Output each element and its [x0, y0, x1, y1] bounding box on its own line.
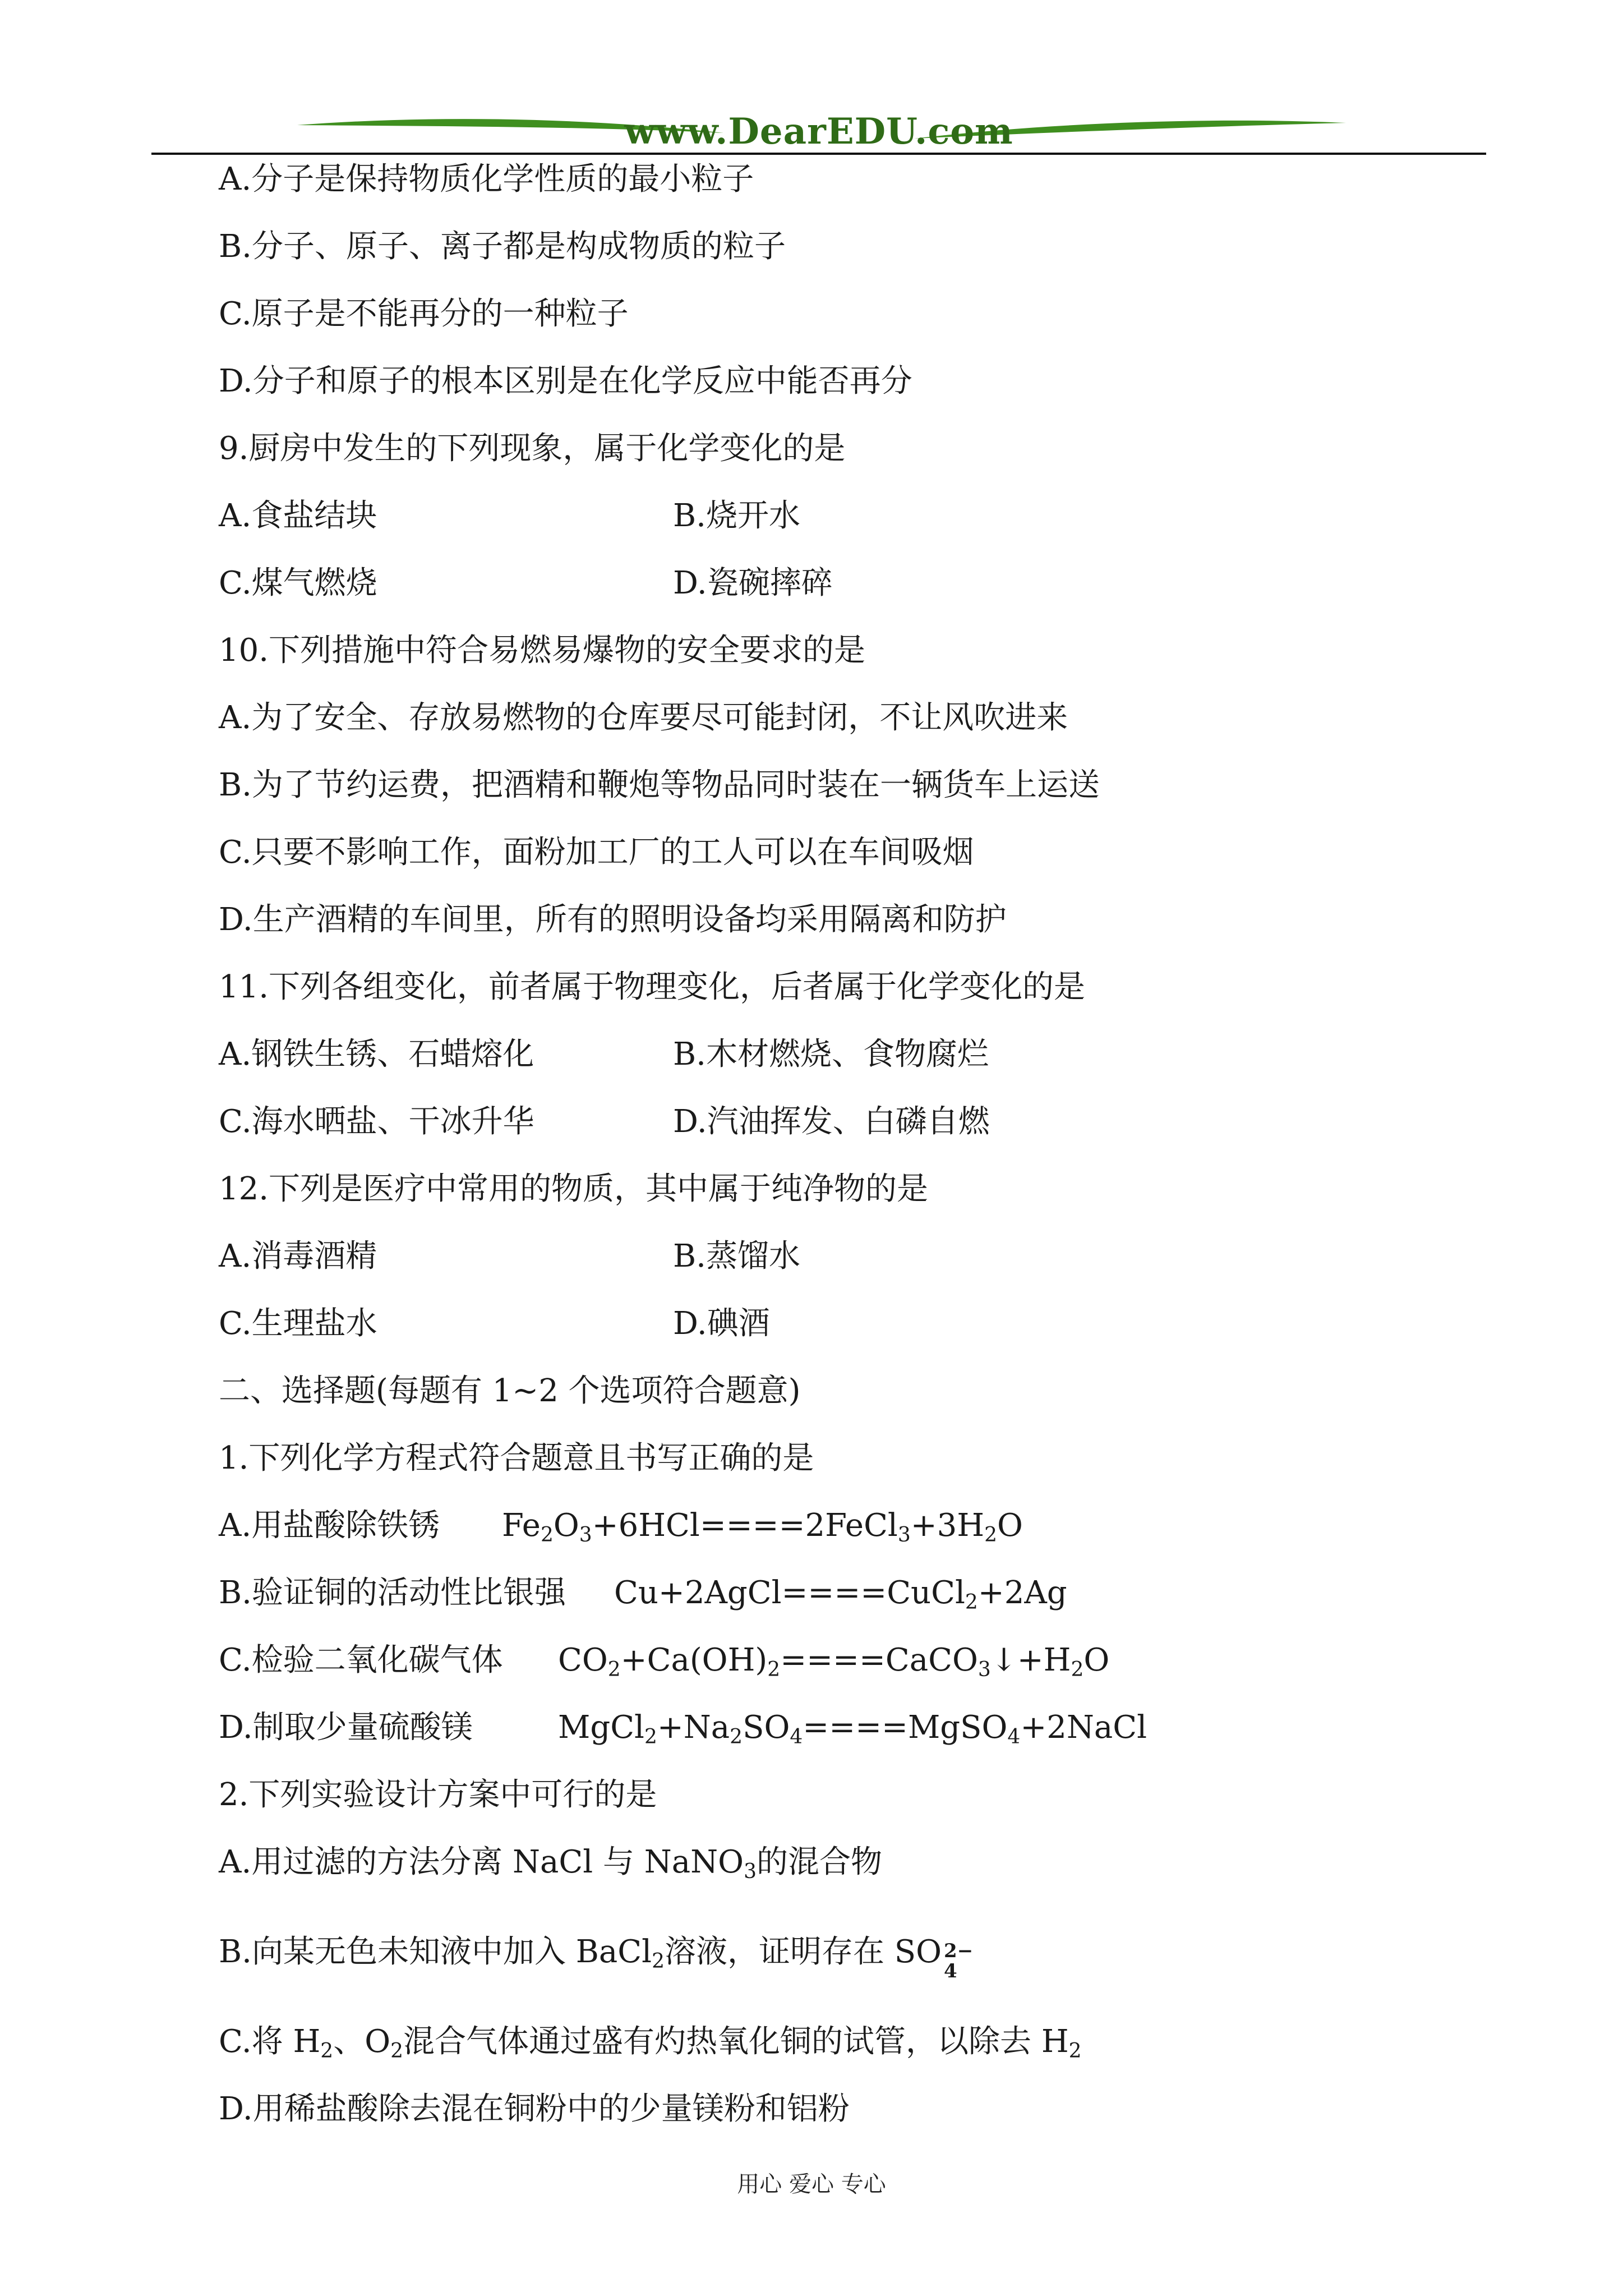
- option-8c: C.原子是不能再分的一种粒子: [219, 296, 629, 332]
- option-s2b: B.向某无色未知液中加入 BaCl$_2$溶液，证明存在 SO 2− 4: [219, 1934, 974, 1982]
- option-12b: B.蒸馏水: [673, 1238, 800, 1274]
- question-s2: 2.下列实验设计方案中可行的是: [219, 1777, 657, 1813]
- option-12c: C.生理盐水: [219, 1305, 377, 1342]
- option-s1c: [219, 1641, 1110, 1681]
- option-s2a-text: A.用过滤的方法分离 NaCl 与 NaNO: [219, 1844, 744, 1880]
- option-s1d: [219, 1709, 1147, 1749]
- option-s1b-label: B.验证铜的活动性比银强: [219, 1575, 566, 1611]
- equation-s1d: $MgCl_2+Na_2SO_4====MgSO_4+2NaCl$: [558, 1709, 1147, 1749]
- option-8a: A.分子是保持物质化学性质的最小粒子: [219, 161, 754, 197]
- site-logo[interactable]: www.DearEDU.com: [624, 111, 1013, 153]
- option-s1c-label: C.检验二氧化碳气体: [219, 1642, 503, 1678]
- header-rule: [151, 153, 1486, 155]
- option-11d: D.汽油挥发、白磷自燃: [673, 1103, 990, 1140]
- option-row-12ab: [219, 1237, 800, 1276]
- option-11c: C.海水晒盐、干冰升华: [219, 1103, 534, 1140]
- option-11b: B.木材燃烧、食物腐烂: [673, 1036, 989, 1073]
- sulfate-ion-charge: 2− 4: [944, 1940, 974, 1982]
- option-s2c-text-end: 混合气体通过盛有灼热氧化铜的试管，以除去 H: [403, 2023, 1069, 2060]
- option-s2a-text-end: 的混合物: [757, 1844, 882, 1880]
- page-header: [151, 109, 1486, 154]
- option-8d: D.分子和原子的根本区别是在化学反应中能否再分: [219, 363, 912, 399]
- option-s2c-text: C.将 H: [219, 2023, 321, 2060]
- section-heading-2: 二、选择题(每题有 1~2 个选项符合题意): [219, 1373, 801, 1409]
- option-row-9cd: [219, 564, 833, 602]
- question-10: 10.下列措施中符合易燃易爆物的安全要求的是: [219, 632, 866, 669]
- option-9b: B.烧开水: [673, 498, 800, 534]
- option-s1d-label: D.制取少量硫酸镁: [219, 1709, 473, 1746]
- option-11a: A.钢铁生锈、石蜡熔化: [219, 1036, 534, 1073]
- question-12: 12.下列是医疗中常用的物质，其中属于纯净物的是: [219, 1171, 929, 1207]
- equation-s1b: Cu+2AgCl====CuCl$_2$+2Ag: [614, 1575, 1067, 1614]
- option-s1b: [219, 1574, 1067, 1614]
- option-10a: A.为了安全、存放易燃物的仓库要尽可能封闭，不让风吹进来: [219, 700, 1068, 736]
- equation-s1c: $CO_2+Ca(OH)_2====CaCO_3↓+H_2O$: [558, 1642, 1110, 1681]
- option-9a: A.食盐结块: [219, 498, 377, 534]
- question-11: 11.下列各组变化，前者属于物理变化，后者属于化学变化的是: [219, 969, 1086, 1005]
- option-9c: C.煤气燃烧: [219, 565, 377, 601]
- option-12d: D.碘酒: [673, 1305, 770, 1342]
- option-s1a-label: A.用盐酸除铁锈: [219, 1507, 440, 1544]
- option-s2b-text: B.向某无色未知液中加入 BaCl: [219, 1934, 652, 1970]
- option-row-11cd: [219, 1103, 990, 1141]
- option-8b: B.分子、原子、离子都是构成物质的粒子: [219, 228, 786, 265]
- option-12a: A.消毒酒精: [219, 1238, 377, 1274]
- option-10c: C.只要不影响工作，面粉加工厂的工人可以在车间吸烟: [219, 834, 974, 871]
- option-row-12cd: [219, 1305, 770, 1343]
- option-s2b-text-end: 溶液，证明存在 SO: [664, 1934, 942, 1970]
- question-9: 9.厨房中发生的下列现象，属于化学变化的是: [219, 430, 846, 467]
- option-s2c-text-mid: 、O: [333, 2023, 391, 2060]
- option-s2c: C.将 $H_2$、$O_2$混合气体通过盛有灼热氧化铜的试管，以除去 $H_2$: [219, 2023, 1082, 2063]
- option-10b: B.为了节约运费，把酒精和鞭炮等物品同时装在一辆货车上运送: [219, 767, 1100, 803]
- question-s1: 1.下列化学方程式符合题意且书写正确的是: [219, 1440, 814, 1476]
- equation-s1a: $Fe_2O_3+6HCl====2FeCl_3+3H_2O$: [502, 1507, 1023, 1547]
- option-10d: D.生产酒精的车间里，所有的照明设备均采用隔离和防护: [219, 901, 1007, 938]
- option-s2a: A.用过滤的方法分离 NaCl 与 NaNO$_3$的混合物: [219, 1844, 882, 1883]
- page-footer: 用心 爱心 专心: [737, 2171, 886, 2197]
- option-row-9ab: [219, 497, 800, 535]
- option-9d: D.瓷碗摔碎: [673, 565, 833, 601]
- option-s1a: [219, 1507, 1023, 1547]
- option-s2d: D.用稀盐酸除去混在铜粉中的少量镁粉和铝粉: [219, 2091, 850, 2127]
- option-row-11ab: [219, 1036, 989, 1074]
